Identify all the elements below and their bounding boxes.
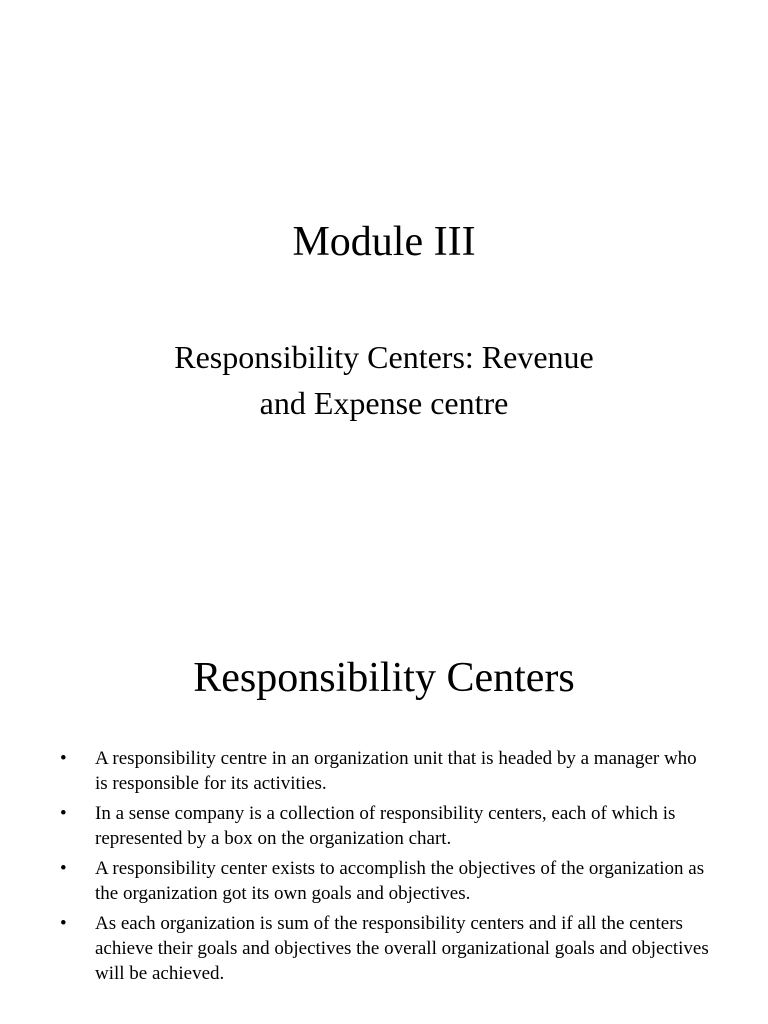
bullet-marker: • (60, 913, 67, 934)
bullet-item (60, 911, 710, 986)
module-subtitle-line-2: and Expense centre (259, 385, 509, 421)
bullet-marker: • (60, 803, 67, 824)
bullet-text: In a sense company is a collection of responsibility centers, each of which is represented by a box on the organization chart. (95, 803, 676, 849)
bullet-marker: • (60, 858, 67, 879)
module-subtitle-line-1: Responsibility Centers: Revenue (174, 339, 594, 375)
bullet-list (60, 746, 710, 991)
bullet-text: A responsibility center exists to accomplish the objectives of the organization as the organization got its own goals and objectives. (95, 858, 705, 904)
bullet-text: A responsibility centre in an organization unit that is headed by a manager who is responsible for its activities. (95, 748, 697, 794)
bullet-text: As each organization is sum of the responsibility centers and if all the centers achieve their goals and objectives the overall organizational goals and objectives will be achieved. (95, 913, 709, 984)
bullet-marker: • (60, 748, 67, 769)
bullet-item (60, 856, 710, 906)
module-subtitle (0, 334, 768, 426)
bullet-item (60, 746, 710, 796)
bullet-item (60, 801, 710, 851)
section-title: Responsibility Centers (193, 655, 575, 701)
module-title: Module III (292, 219, 476, 265)
